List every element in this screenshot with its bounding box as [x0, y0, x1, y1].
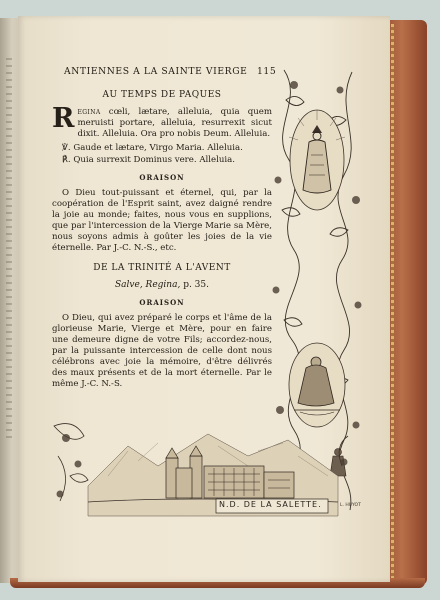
first-word: egina — [77, 107, 101, 117]
apparition-vignette — [289, 110, 345, 210]
antiphon-regina-coeli — [52, 103, 272, 140]
oraison-label-2: ORAISON — [139, 298, 185, 307]
book-page — [18, 16, 390, 582]
page-number: 115 — [256, 66, 277, 77]
response: ℟. Quia surrexit Dominus vere. Alleluia. — [62, 155, 235, 165]
book-binding — [385, 20, 427, 585]
salette-landscape-vignette — [48, 416, 370, 518]
antiphon-text: cœli, lætare, alleluia, quia quem meruisti portare, alleluia, resurrexit sicut dixit. Alleluia. Ora pro nobis Deum. Alleluia. — [77, 107, 272, 139]
drop-cap: R — [52, 103, 75, 134]
reference-page: p. 35. — [183, 280, 209, 290]
text-column — [52, 88, 272, 393]
oraison-label-1: ORAISON — [139, 173, 185, 182]
prayer-easter: O Dieu tout-puissant et éternel, qui, par la coopération de l'Esprit saint, avez daigné rendre la joie au monde; faites, nous vous en supplions, que par l'intercession de la Vierge Marie sa Mère, nous soyons admis à goûter les joies de la vie éternelle. Par J.-C. N.-S., etc. — [52, 188, 272, 253]
prayer-trinity: O Dieu, qui avez préparé le corps et l'âme de la glorieuse Marie, Vierge et Mère, pour en faire une demeure digne de votre Fils; accordez-nous, par la puissante intercession de celle dont nous célébrons avec joie la mémoire, d'être délivrés des maux présents et de la mort éternelle. Par le même J.-C. N.-S. — [52, 313, 272, 389]
engraver-signature: L. HUYOT — [340, 503, 361, 508]
versicle: ℣. Gaude et lætare, Virgo Maria. Alleluia. — [62, 143, 243, 153]
illustration-caption: N.D. DE LA SALETTE. — [219, 500, 322, 509]
running-head — [64, 66, 279, 77]
weeping-virgin-vignette — [289, 343, 345, 427]
salve-regina-reference — [52, 280, 272, 291]
running-head-title: ANTIENNES A LA SAINTE VIERGE — [64, 66, 248, 77]
reference-title: Salve, Regina, — [115, 280, 181, 290]
section-title-easter: AU TEMPS DE PAQUES — [102, 90, 222, 100]
section-title-trinity: DE LA TRINITÉ A L'AVENT — [93, 263, 231, 273]
